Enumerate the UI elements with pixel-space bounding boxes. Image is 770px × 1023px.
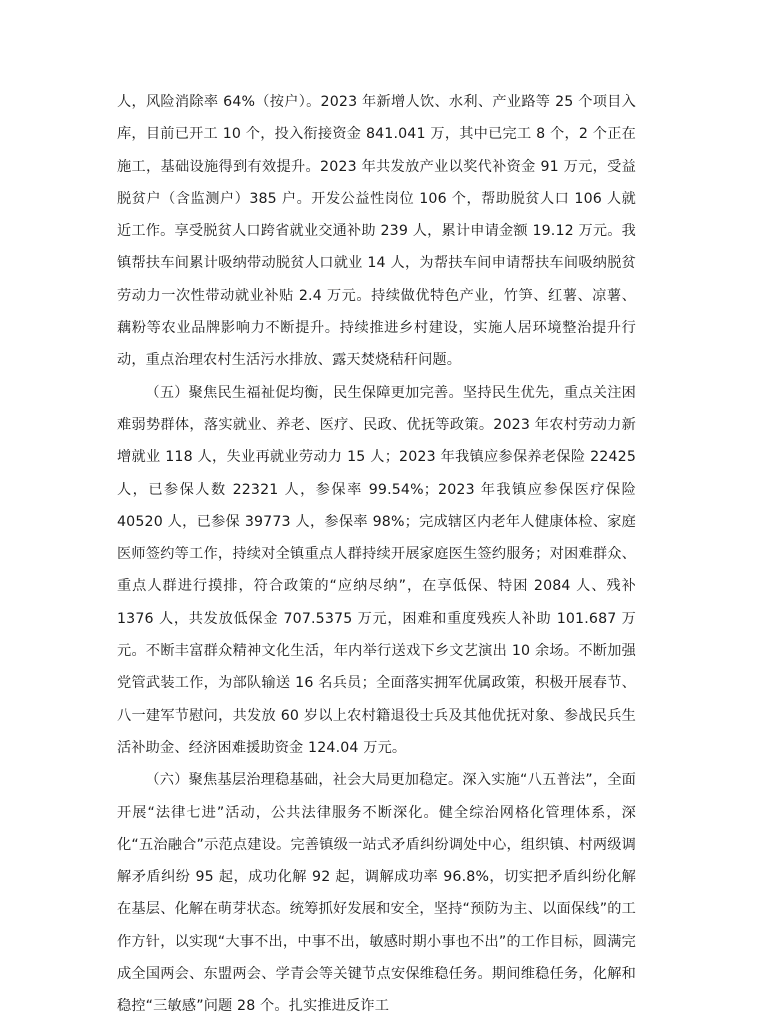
paragraph-livelihood: （五）聚焦民生福祉促均衡，民生保障更加完善。坚持民生优先，重点关注困难弱势群体，落实就业、养老、医疗、民政、优抚等政策。2023 年农村劳动力新增就业 118 人，失业再就业劳动力 15 人；2023 年我镇应参保养老保险 22425 人，已参保人数 22321 人，参保率 99.54%；2023 年我镇应参保医疗保险 40520 人，已参保 39773 人，参保率 98%；完成辖区内老年人健康体检、家庭医师签约等工作，持续对全镇重点人群持续开展家庭医生签约服务；对困难群众、重点人群进行摸排，符合政策的“应纳尽纳”，在享低保、特困 2084 人、残补 1376 人，共发放低保金 707.5375 万元，困难和重度残疾人补助 101.687 万元。不断丰富群众精神文化生活，年内举行送戏下乡文艺演出 10 余场。不断加强党管武装工作，为部队输送 16 名兵员；全面落实拥军优属政策，积极开展春节、八一建军节慰问，共发放 60 岁以上农村籍退役士兵及其他优抚对象、参战民兵生活补助金、经济困难援助资金 124.04 万元。 <box>117 384 636 756</box>
paragraph-governance: （六）聚焦基层治理稳基础，社会大局更加稳定。深入实施“八五普法”，全面开展“法律七进”活动，公共法律服务不断深化。健全综治网格化管理体系，深化“五治融合”示范点建设。完善镇级一站式矛盾纠纷调处中心，组织镇、村两级调解矛盾纠纷 95 起，成功化解 92 起，调解成功率 96.8%，切实把矛盾纠纷化解在基层、化解在萌芽状态。统筹抓好发展和安全，坚持“预防为主、以面保线”的工作方针，以实现“大事不出，中事不出，敏感时期小事也不出”的工作目标，圆满完成全国两会、东盟两会、学青会等关键节点安保维稳任务。期间维稳任务，化解和稳控“三敏感”问题 28 个。扎实推进反诈工 <box>117 772 636 1015</box>
paragraph-poverty-alleviation: 人，风险消除率 64%（按户）。2023 年新增人饮、水利、产业路等 25 个项目入库，目前已开工 10 个，投入衔接资金 841.041 万，其中已完工 8 个，2 个正在施工，基础设施得到有效提升。2023 年共发放产业以奖代补资金 91 万元，受益脱贫户（含监测户）385 户。开发公益性岗位 106 个，帮助脱贫人口 106 人就近工作。享受脱贫人口跨省就业交通补助 239 人，累计申请金额 19.12 万元。我镇帮扶车间累计吸纳带动脱贫人口就业 14 人，为帮扶车间申请帮扶车间吸纳脱贫劳动力一次性带动就业补贴 2.4 万元。持续做优特色产业，竹笋、红薯、凉薯、藕粉等农业品牌影响力不断提升。持续推进乡村建设，实施人居环境整治提升行动，重点治理农村生活污水排放、露天焚烧秸秆问题。 <box>117 94 636 369</box>
